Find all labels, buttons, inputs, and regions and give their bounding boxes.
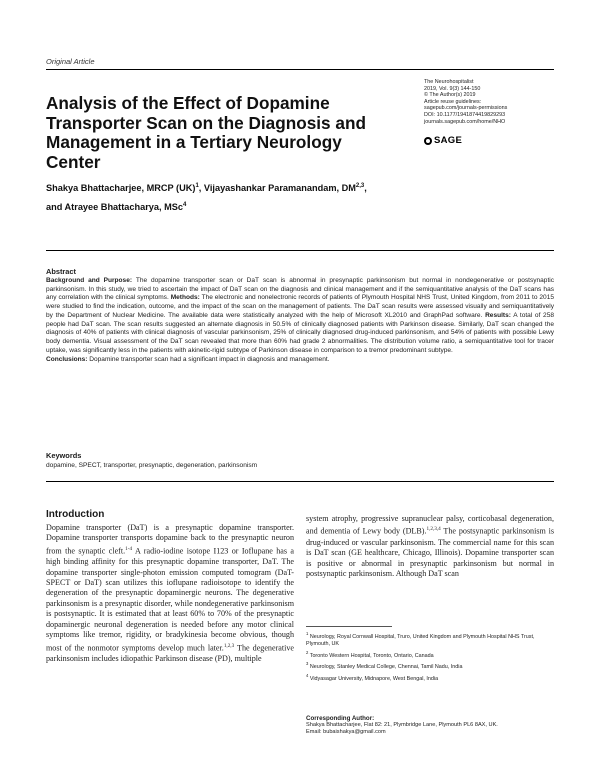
author-1-affil: 1 — [195, 183, 199, 189]
intro-text: A radio-iodine isotope I123 or Ioflupane has a high binding affinity for this presynaptic dopamine transporter, DaT. The dopamine transporter single-photon emission computed tomogram (DaT-SPECT or DaT) scan utilizes this ioflupane radioisotope to identify the degeneration of the presynaptic dopaminergic neurons. The degenerative parkinsonism is a presynaptic disorder, while nondegenerative parkinsonism is postsynaptic. It is estimated that at least 60% to 70% of the presynaptic dopaminergic neuronal degeneration is needed before any motor clinical symptoms like tremor, rigidity, or bradykinesia become obvious, though most of the nonmotor symptoms develop much later. — [46, 546, 294, 653]
corresponding-email[interactable]: Email: bubaishakya@gmail.com — [306, 729, 386, 735]
keywords-list: dopamine, SPECT, transporter, presynaptic, degeneration, parkinsonism — [46, 462, 258, 469]
keywords-bottom-rule — [46, 481, 554, 482]
intro-text: system atrophy, progressive supranuclear palsy, corticobasal degeneration, and dementia of Lewy body (DLB). — [306, 514, 554, 537]
affiliation-marker: 3 — [306, 661, 309, 667]
abstract-bg-label: Background and Purpose: — [46, 276, 133, 284]
reuse-link[interactable]: sagepub.com/journals-permissions — [424, 105, 508, 112]
corresponding-heading: Corresponding Author: — [306, 715, 375, 722]
abstract-top-rule — [46, 250, 554, 251]
article-title: Analysis of the Effect of Dopamine Transporter Scan on the Diagnosis and Management in a Tertiary Neurology Center — [46, 93, 366, 172]
abstract — [46, 268, 554, 364]
author-3-affil: 4 — [183, 202, 187, 209]
corresponding-address: Shakya Bhattacharjee, Flat 82: 21, Plymbridge Lane, Plymouth PL6 8AX, UK. — [306, 722, 498, 728]
corresponding-author — [306, 715, 556, 736]
author-1: Shakya Bhattacharjee, MRCP (UK) — [46, 183, 196, 194]
citation-ref[interactable]: 1,2,3 — [223, 642, 235, 649]
abstract-methods-text: The electronic and nonelectronic records of patients of Plymouth Hospital NHS Trust, United Kingdom, from 2011 to 2015 were studied to find the indication, outcome, and the impact of the scan on the management of patients. The DaT scan results were assessed visually and semiquantitatively by the Department of Nuclear Medicine. The available data were statistically analyzed with the help of Microsoft XL2010 and GraphPad software. — [46, 294, 554, 319]
doi-link[interactable]: DOI: 10.1177/1941874419829293 — [424, 111, 506, 118]
journal-name: The Neurohospitalist — [424, 79, 474, 85]
intro-column-left — [46, 523, 294, 664]
publisher-name: SAGE — [434, 135, 463, 146]
author-3-prefix: and — [46, 202, 65, 213]
affiliations — [306, 631, 556, 683]
intro-text: The degenerative parkinsonism includes idiopathic Parkinson disease (PD), multiple — [46, 643, 294, 663]
journal-volume: 2019, Vol. 9(3) 144-150 — [424, 85, 481, 92]
affiliation-text: Vidyasagar University, Midnapore, West Bengal, India — [308, 675, 439, 682]
affiliation-text: Toronto Western Hospital, Toronto, Ontario, Canada — [308, 652, 434, 659]
copyright: © The Author(s) 2019 — [424, 92, 476, 99]
affiliation-text: Neurology, Royal Cornwall Hospital, Truro, United Kingdom and Plymouth Hospital NHS Trust, Plymouth, UK — [306, 633, 535, 647]
affiliation-marker: 4 — [306, 673, 309, 679]
affiliation-item — [306, 650, 556, 660]
affiliation-text: Neurology, Stanley Medical College, Chennai, Tamil Nadu, India — [308, 664, 463, 671]
abstract-body — [46, 277, 554, 365]
affiliation-item — [306, 673, 556, 683]
author-separator: , — [198, 183, 204, 194]
journal-info — [424, 79, 564, 125]
intro-text: The postsynaptic parkinsonism is drug-induced or vascular parkinsonism. The commercial name for this scan is DaT scan (GE healthcare, Chicago, Illinois). Dopamine transporter scan is positive or abnormal in presynaptic parkinsonism but normal in postsynaptic parkinsonism. Although DaT scan — [306, 527, 554, 578]
abstract-results-label: Results: — [485, 311, 511, 319]
affiliation-marker: 2 — [306, 649, 309, 655]
abstract-heading: Abstract — [46, 267, 76, 276]
affiliation-item — [306, 631, 556, 648]
footnote-rule — [306, 626, 392, 627]
article-type-label: Original Article — [46, 57, 95, 66]
intro-column-right — [306, 514, 554, 579]
abstract-methods-label: Methods: — [170, 294, 200, 302]
affiliation-marker: 1 — [306, 631, 309, 636]
abstract-bg-text: The dopamine transporter scan or DaT scan is abnormal in presynaptic parkinsonism but normal in nondegenerative or postsynaptic parkinsonism. In this study, we tried to ascertain the impact of DaT scan on the diagnosis and clinical management and if the semiquantitative analysis of the DaT scans has any correlation with the clinical symptoms. — [46, 276, 554, 302]
author-list — [46, 178, 546, 216]
author-3: Atrayee Bhattacharya, MSc — [64, 202, 184, 213]
journal-link[interactable]: journals.sagepub.com/home/NHO — [424, 118, 506, 125]
keywords-heading: Keywords — [46, 451, 82, 460]
reuse-label: Article reuse guidelines: — [424, 98, 482, 105]
sage-circle-icon — [424, 137, 432, 145]
introduction-heading: Introduction — [46, 509, 105, 520]
abstract-conclusions-label: Conclusions: — [46, 355, 88, 363]
affiliation-item — [306, 661, 556, 671]
abstract-results-text: A total of 258 people had DaT scan. The scan results suggested an alternate diagnosis in 50.5% of clinically diagnosed patients with Parkinson disease. Similarly, DaT scan changed the diagnosis of 40% of patients with clinical diagnosis of vascular parkinsonism, 25% of clinically diagnosed drug-induced parkinsonism, and 54% of patients with possible Lewy body dementia. Visual assessment of the DaT scan revealed that more than 60% had grade 2 abnormalities. The distribution volume ratio, a semiquantitative tool for tracer uptake, was significantly less in the patients with akinetic-rigid subtype of Parkinson disease in comparison to a tremor predominant subtype. — [46, 311, 554, 354]
author-separator: , — [364, 183, 367, 194]
author-2: Vijayashankar Paramanandam, DM — [203, 183, 356, 194]
citation-ref[interactable]: 1-4 — [125, 545, 133, 552]
intro-text: Dopamine transporter (DaT) is a presynaptic dopamine transporter. Dopamine transporter transports dopamine back to the presynaptic neuron from the synaptic cleft. — [46, 523, 294, 556]
citation-ref[interactable]: 1,2,3,4 — [426, 526, 441, 533]
abstract-conclusions-text: Dopamine transporter scan had a significant impact in diagnosis and management. — [87, 355, 330, 363]
sage-logo — [424, 135, 462, 146]
header-rule — [46, 69, 554, 70]
author-2-affil: 2,3 — [355, 183, 365, 189]
